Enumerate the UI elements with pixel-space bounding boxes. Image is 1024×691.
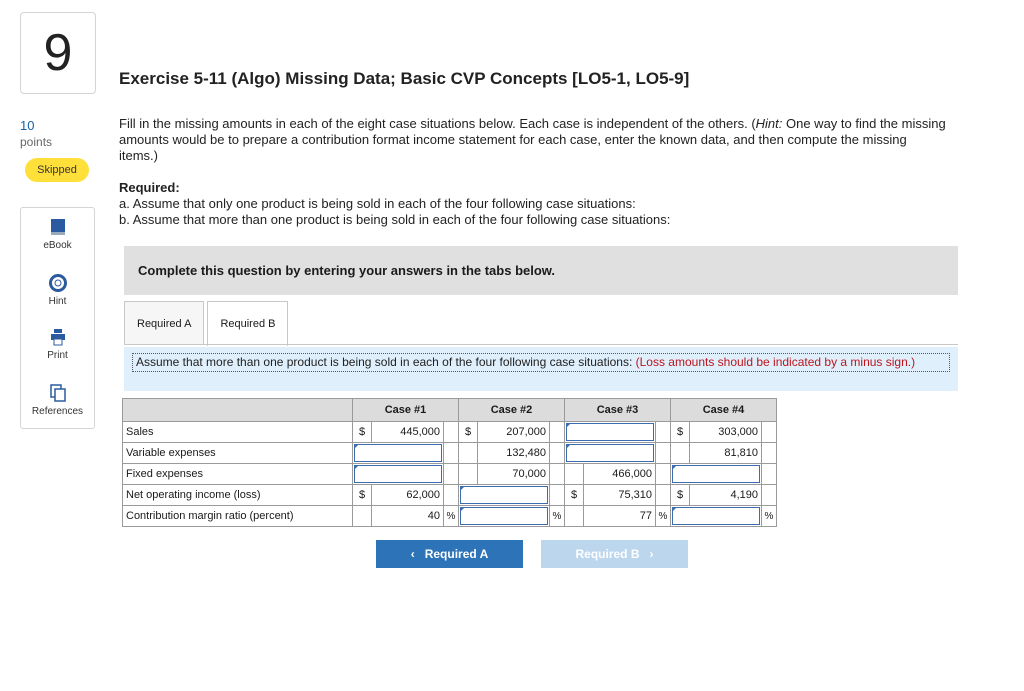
case2-net-operating-income-input[interactable] <box>459 485 550 506</box>
spacer <box>762 443 777 464</box>
header-case-2: Case #2 <box>459 399 565 422</box>
currency-sign <box>459 443 478 464</box>
loss-note: (Loss amounts should be indicated by a minus sign.) <box>635 355 916 369</box>
case4-sales: 303,000 <box>690 422 762 443</box>
spacer <box>762 422 777 443</box>
header-case-1: Case #1 <box>353 399 459 422</box>
hint-label: Hint <box>48 296 67 307</box>
chevron-left-icon: ‹ <box>410 547 415 561</box>
table-row-fixed-expenses <box>123 464 777 485</box>
case2-fixed-expenses: 70,000 <box>478 464 550 485</box>
table-row-net-operating-income <box>123 485 777 506</box>
case3-fixed-expenses: 466,000 <box>584 464 656 485</box>
spacer <box>656 443 671 464</box>
table-row-variable-expenses <box>123 443 777 464</box>
tab-instruction <box>124 347 958 391</box>
required-section <box>119 180 949 228</box>
prev-required-a-button[interactable] <box>376 540 523 568</box>
percent-sign: % <box>762 506 777 527</box>
spacer <box>656 422 671 443</box>
hint-button[interactable] <box>21 274 94 307</box>
hint-word: Hint: <box>755 116 783 131</box>
case4-cm-ratio-input[interactable] <box>671 506 762 527</box>
references-button[interactable] <box>21 384 94 417</box>
row-label: Variable expenses <box>123 443 353 464</box>
table-row-cm-ratio <box>123 506 777 527</box>
currency-sign <box>565 506 584 527</box>
instruction-text: Assume that more than one product is being sold in each of the four following case situations: <box>136 355 636 369</box>
ebook-icon <box>50 218 66 236</box>
print-button[interactable] <box>21 328 94 361</box>
currency-sign: $ <box>671 422 690 443</box>
case1-variable-expenses-input[interactable] <box>353 443 444 464</box>
case2-cm-ratio-input[interactable] <box>459 506 550 527</box>
ebook-label: eBook <box>43 240 72 251</box>
next-required-b-button[interactable] <box>541 540 688 568</box>
case1-fixed-expenses-input[interactable] <box>353 464 444 485</box>
skipped-badge: Skipped <box>25 158 89 182</box>
header-case-3: Case #3 <box>565 399 671 422</box>
case3-cm-ratio: 77 <box>584 506 656 527</box>
percent-sign: % <box>550 506 565 527</box>
spacer <box>444 443 459 464</box>
tab-divider <box>124 344 958 345</box>
currency-sign <box>565 464 584 485</box>
percent-sign: % <box>444 506 459 527</box>
tab-required-b[interactable]: Required B <box>207 301 288 346</box>
currency-sign: $ <box>353 485 372 506</box>
header-blank <box>123 399 353 422</box>
required-heading: Required: <box>119 180 180 195</box>
points-label: points <box>20 135 53 149</box>
case4-variable-expenses: 81,810 <box>690 443 762 464</box>
case3-net-operating-income: 75,310 <box>584 485 656 506</box>
row-label: Sales <box>123 422 353 443</box>
case4-net-operating-income: 4,190 <box>690 485 762 506</box>
hint-icon <box>49 274 67 292</box>
case4-fixed-expenses-input[interactable] <box>671 464 762 485</box>
case3-sales-input[interactable] <box>565 422 656 443</box>
spacer <box>550 464 565 485</box>
references-icon <box>50 384 66 402</box>
currency-sign: $ <box>459 422 478 443</box>
case1-cm-ratio: 40 <box>372 506 444 527</box>
case2-variable-expenses: 132,480 <box>478 443 550 464</box>
print-icon <box>50 328 66 346</box>
required-b-text: b. Assume that more than one product is being sold in each of the four following case situations: <box>119 212 671 227</box>
ebook-button[interactable] <box>21 218 94 251</box>
case1-sales: 445,000 <box>372 422 444 443</box>
instructions-paragraph <box>119 116 949 164</box>
spacer <box>444 464 459 485</box>
case1-net-operating-income: 62,000 <box>372 485 444 506</box>
print-label: Print <box>47 350 68 361</box>
points-indicator <box>20 118 52 150</box>
currency-sign: $ <box>353 422 372 443</box>
cases-table <box>122 398 777 527</box>
table-header-row <box>123 399 777 422</box>
next-button-label: Required B <box>575 547 640 561</box>
currency-sign <box>671 443 690 464</box>
currency-sign: $ <box>565 485 584 506</box>
chevron-right-icon: › <box>649 547 654 561</box>
instruction-box <box>132 353 950 372</box>
intro-text: Fill in the missing amounts in each of the eight case situations below. Each case is independent of the others. ( <box>119 116 756 131</box>
exercise-title: Exercise 5-11 (Algo) Missing Data; Basic CVP Concepts [LO5-1, LO5-9] <box>119 69 690 88</box>
question-number: 9 <box>20 12 96 94</box>
required-a-text: a. Assume that only one product is being sold in each of the four following case situations: <box>119 196 636 211</box>
spacer <box>550 485 565 506</box>
complete-question-banner: Complete this question by entering your answers in the tabs below. <box>124 246 958 295</box>
table-row-sales <box>123 422 777 443</box>
currency-sign: $ <box>671 485 690 506</box>
tools-panel <box>20 207 95 429</box>
spacer <box>550 422 565 443</box>
row-label: Fixed expenses <box>123 464 353 485</box>
spacer <box>762 464 777 485</box>
spacer <box>656 464 671 485</box>
spacer <box>550 443 565 464</box>
header-case-4: Case #4 <box>671 399 777 422</box>
row-label: Net operating income (loss) <box>123 485 353 506</box>
spacer <box>444 485 459 506</box>
currency-sign <box>459 464 478 485</box>
row-label: Contribution margin ratio (percent) <box>123 506 353 527</box>
spacer <box>444 422 459 443</box>
currency-sign <box>353 506 372 527</box>
case2-sales: 207,000 <box>478 422 550 443</box>
percent-sign: % <box>656 506 671 527</box>
prev-button-label: Required A <box>424 547 489 561</box>
spacer <box>762 485 777 506</box>
spacer <box>656 485 671 506</box>
references-label: References <box>31 406 84 417</box>
points-value: 10 <box>20 118 35 133</box>
tab-bar <box>124 301 291 345</box>
case3-variable-expenses-input[interactable] <box>565 443 656 464</box>
intro-text-rest: One way to find the missing amounts would be to prepare a contribution format income statement for each case, enter the known data, and then compute the missing items.) <box>119 116 946 163</box>
tab-required-a[interactable]: Required A <box>124 301 204 345</box>
